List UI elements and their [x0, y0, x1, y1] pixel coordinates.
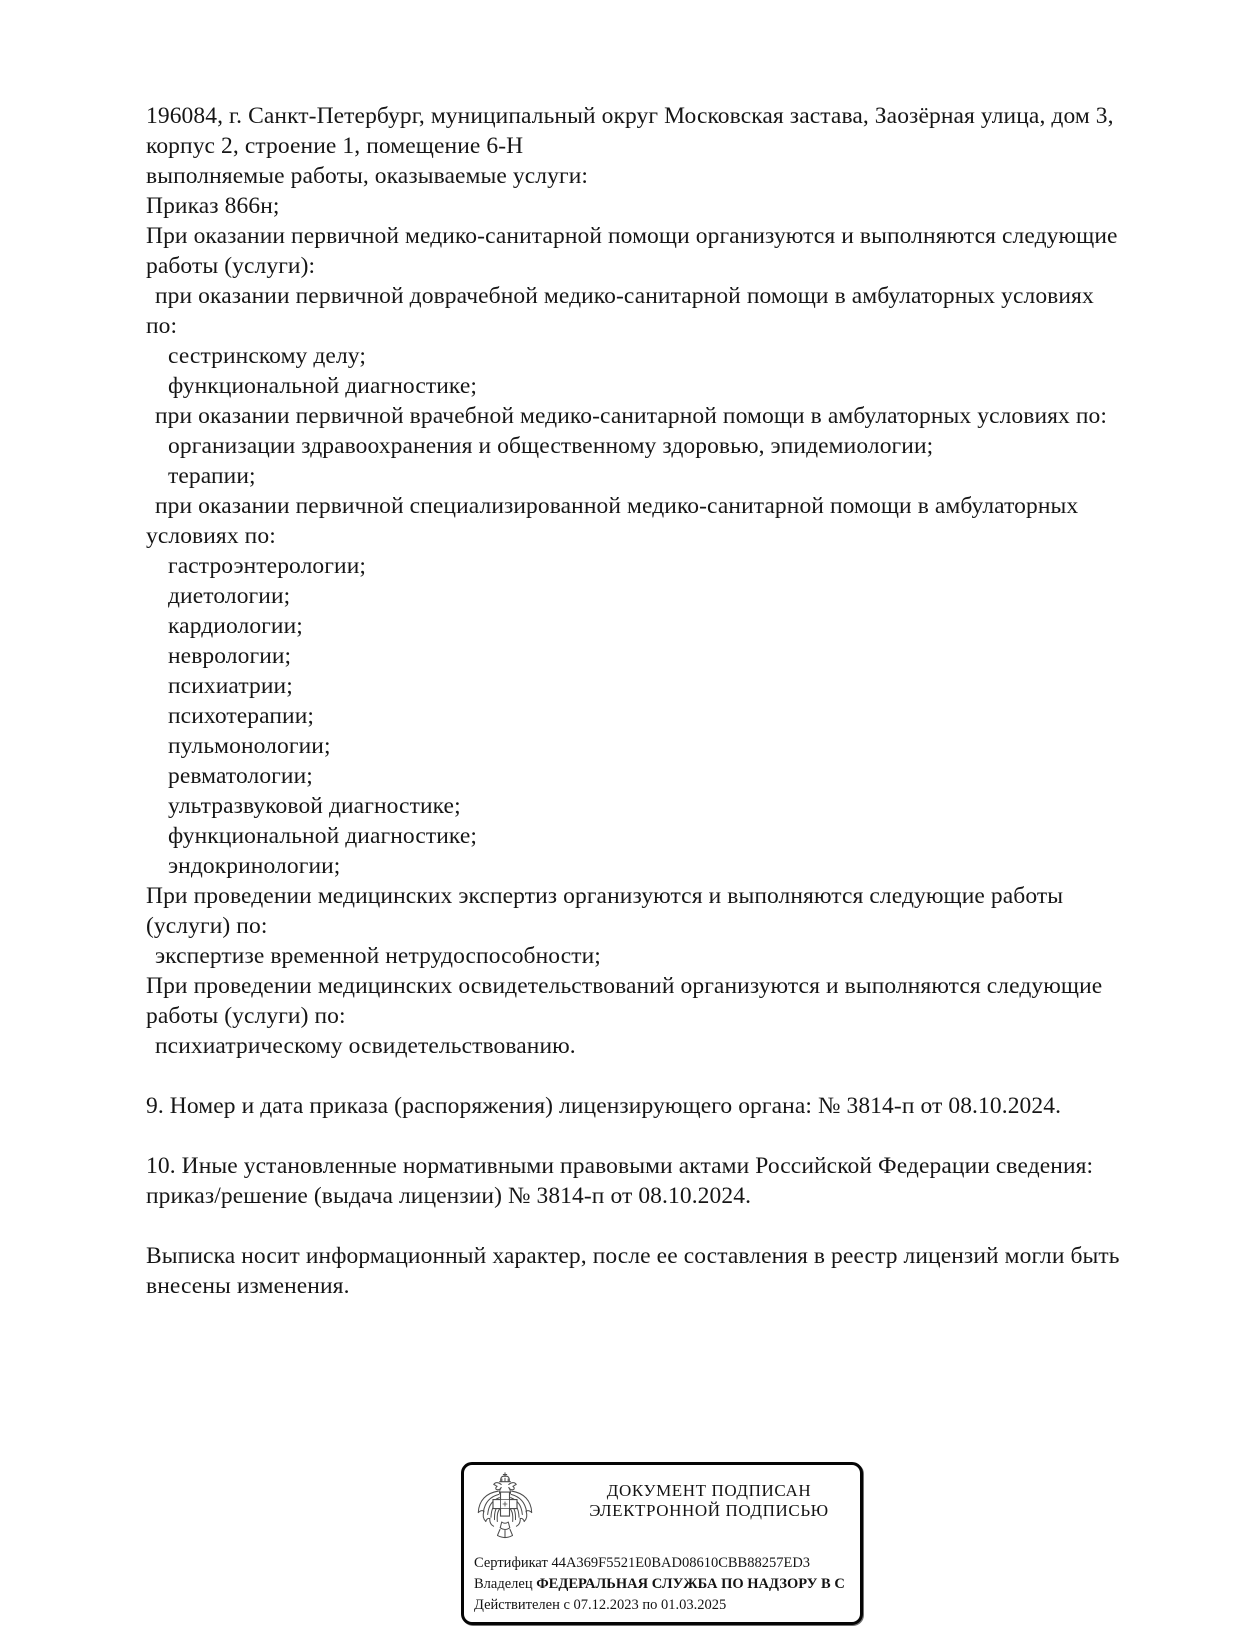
document-line: Приказ 866н; [146, 193, 280, 219]
stamp-title [564, 1481, 854, 1520]
stamp-title-line1: ДОКУМЕНТ ПОДПИСАН [606, 1481, 812, 1500]
document-line: при оказании первичной специализированной медико-санитарной помощи в амбулаторных [155, 493, 1079, 519]
certificate-label: Сертификат [474, 1555, 552, 1571]
document-line: 10. Иные установленные нормативными правовыми актами Российской Федерации сведения: [146, 1153, 1094, 1179]
document-line: психиатрическому освидетельствованию. [155, 1033, 576, 1059]
document-line: неврологии; [168, 643, 292, 669]
document-line: психиатрии; [168, 673, 293, 699]
document-line: работы (услуги): [146, 253, 316, 279]
document-line: корпус 2, строение 1, помещение 6-Н [146, 133, 524, 159]
stamp-title-line2: ЭЛЕКТРОННОЙ ПОДПИСЬЮ [589, 1500, 829, 1520]
blank-line [146, 1211, 1166, 1241]
document-line: организации здравоохранения и общественному здоровью, эпидемиологии; [168, 433, 934, 459]
document-line: Выписка носит информационный характер, после ее составления в реестр лицензий могли быть [146, 1243, 1120, 1269]
document-line: гастроэнтерологии; [168, 553, 366, 579]
document-line: кардиологии; [168, 613, 303, 639]
document-line: эндокринологии; [168, 853, 341, 879]
blank-line [146, 1061, 1166, 1091]
owner-value: ФЕДЕРАЛЬНАЯ СЛУЖБА ПО НАДЗОРУ В С [536, 1576, 845, 1592]
document-line: выполняемые работы, оказываемые услуги: [146, 163, 589, 189]
document-line: при оказании первичной доврачебной медико-санитарной помощи в амбулаторных условиях [155, 283, 1094, 309]
document-line: При проведении медицинских экспертиз организуются и выполняются следующие работы [146, 883, 1064, 909]
certificate-value: 44A369F5521E0BAD08610CBB88257ED3 [551, 1555, 811, 1571]
stamp-validity-line: Действителен с 07.12.2023 по 01.03.2025 [474, 1597, 727, 1613]
document-line: ревматологии; [168, 763, 313, 789]
document-line: терапии; [168, 463, 256, 489]
owner-label: Владелец [474, 1576, 537, 1592]
document-line: (услуги) по: [146, 913, 268, 939]
document-line: психотерапии; [168, 703, 315, 729]
document-line: пульмонологии; [168, 733, 331, 759]
stamp-info [474, 1553, 845, 1616]
document-line: работы (услуги) по: [146, 1003, 346, 1029]
document-line: условиях по: [146, 523, 276, 549]
document-line: ультразвуковой диагностике; [168, 793, 461, 819]
blank-line [146, 1121, 1166, 1151]
electronic-signature-stamp [461, 1462, 863, 1625]
document-body [146, 101, 1166, 1301]
document-line: приказ/решение (выдача лицензии) № 3814-п от 08.10.2024. [146, 1183, 752, 1209]
roszdravnadzor-eagle-emblem-icon [475, 1471, 535, 1543]
stamp-certificate-line [474, 1553, 845, 1574]
document-line: при оказании первичной врачебной медико-санитарной помощи в амбулаторных условиях по: [155, 403, 1108, 429]
document-line: 196084, г. Санкт-Петербург, муниципальный округ Московская застава, Заозёрная улица, дом 3, [146, 103, 1114, 129]
document-line: 9. Номер и дата приказа (распоряжения) лицензирующего органа: № 3814-п от 08.10.2024. [146, 1093, 1062, 1119]
document-line: сестринскому делу; [168, 343, 366, 369]
document-line: экспертизе временной нетрудоспособности; [155, 943, 601, 969]
stamp-owner-line [474, 1574, 845, 1595]
document-line: по: [146, 313, 178, 339]
document-line: При проведении медицинских освидетельствований организуются и выполняются следующие [146, 973, 1103, 999]
document-line: функциональной диагностике; [168, 823, 478, 849]
document-line: внесены изменения. [146, 1273, 350, 1299]
document-line: При оказании первичной медико-санитарной помощи организуются и выполняются следующие [146, 223, 1118, 249]
document-line: функциональной диагностике; [168, 373, 478, 399]
document-line: диетологии; [168, 583, 291, 609]
